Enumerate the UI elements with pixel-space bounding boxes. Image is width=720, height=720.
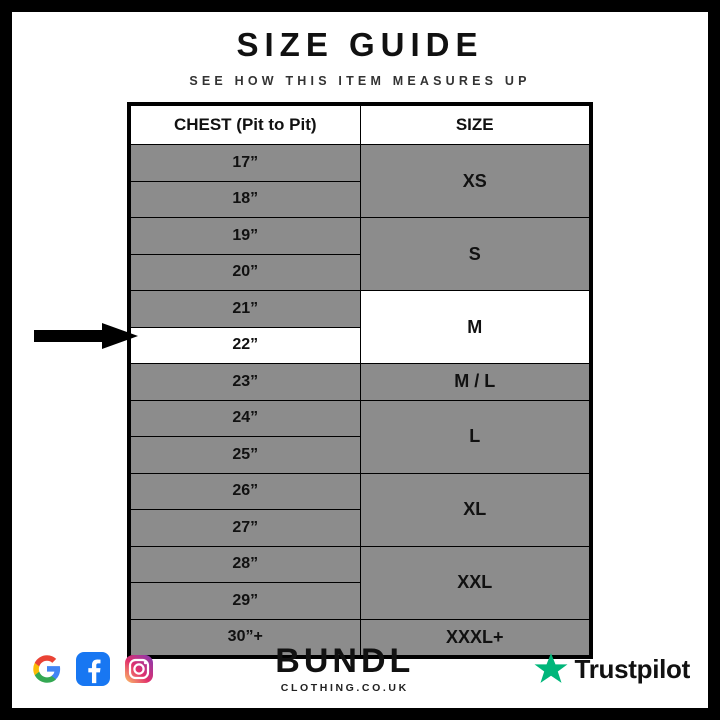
size-value: XS bbox=[360, 145, 590, 218]
size-value: XL bbox=[360, 473, 590, 546]
table-row bbox=[131, 218, 590, 255]
size-table-wrapper bbox=[127, 102, 593, 659]
size-guide-card bbox=[12, 12, 708, 708]
table-row bbox=[131, 546, 590, 583]
footer bbox=[12, 640, 708, 698]
page-title: SIZE GUIDE bbox=[236, 26, 484, 63]
chest-value: 21” bbox=[131, 291, 361, 328]
size-value: L bbox=[360, 400, 590, 473]
chest-value: 17” bbox=[131, 145, 361, 182]
size-value: XXL bbox=[360, 546, 590, 619]
chest-value: 30”+ bbox=[131, 619, 361, 656]
google-icon[interactable] bbox=[30, 652, 64, 686]
chest-value: 27” bbox=[131, 510, 361, 547]
size-value: S bbox=[360, 218, 590, 291]
size-pointer-arrow bbox=[34, 323, 138, 349]
size-value: XXXL+ bbox=[360, 619, 590, 656]
chest-value: 25” bbox=[131, 437, 361, 474]
size-table-body bbox=[131, 145, 590, 656]
page-subtitle: SEE HOW THIS ITEM MEASURES UP bbox=[189, 74, 531, 88]
table-row bbox=[131, 145, 590, 182]
chest-value: 29” bbox=[131, 583, 361, 620]
table-row bbox=[131, 400, 590, 437]
table-row bbox=[131, 473, 590, 510]
column-header-chest: CHEST (Pit to Pit) bbox=[131, 106, 361, 145]
instagram-icon[interactable] bbox=[122, 652, 156, 686]
chest-value: 28” bbox=[131, 546, 361, 583]
table-row bbox=[131, 364, 590, 401]
chest-value: 20” bbox=[131, 254, 361, 291]
chest-value: 26” bbox=[131, 473, 361, 510]
chest-value-selected: 22” bbox=[131, 327, 361, 364]
chest-value: 23” bbox=[131, 364, 361, 401]
size-value: M / L bbox=[360, 364, 590, 401]
trustpilot-badge[interactable] bbox=[534, 652, 690, 686]
chest-value: 24” bbox=[131, 400, 361, 437]
brand-website: CLOTHING.CO.UK bbox=[280, 682, 409, 695]
size-table-head bbox=[131, 106, 590, 145]
trustpilot-star-icon bbox=[534, 652, 568, 686]
size-table bbox=[130, 105, 590, 656]
trustpilot-label: Trustpilot bbox=[574, 653, 690, 684]
chest-value: 18” bbox=[131, 181, 361, 218]
facebook-icon[interactable] bbox=[76, 652, 110, 686]
table-row bbox=[131, 291, 590, 328]
brand-logo bbox=[275, 644, 414, 694]
social-links bbox=[30, 652, 156, 686]
size-value-selected: M bbox=[360, 291, 590, 364]
brand-name: BUNDL bbox=[275, 642, 415, 681]
column-header-size: SIZE bbox=[360, 106, 590, 145]
chest-value: 19” bbox=[131, 218, 361, 255]
table-header-row bbox=[131, 106, 590, 145]
